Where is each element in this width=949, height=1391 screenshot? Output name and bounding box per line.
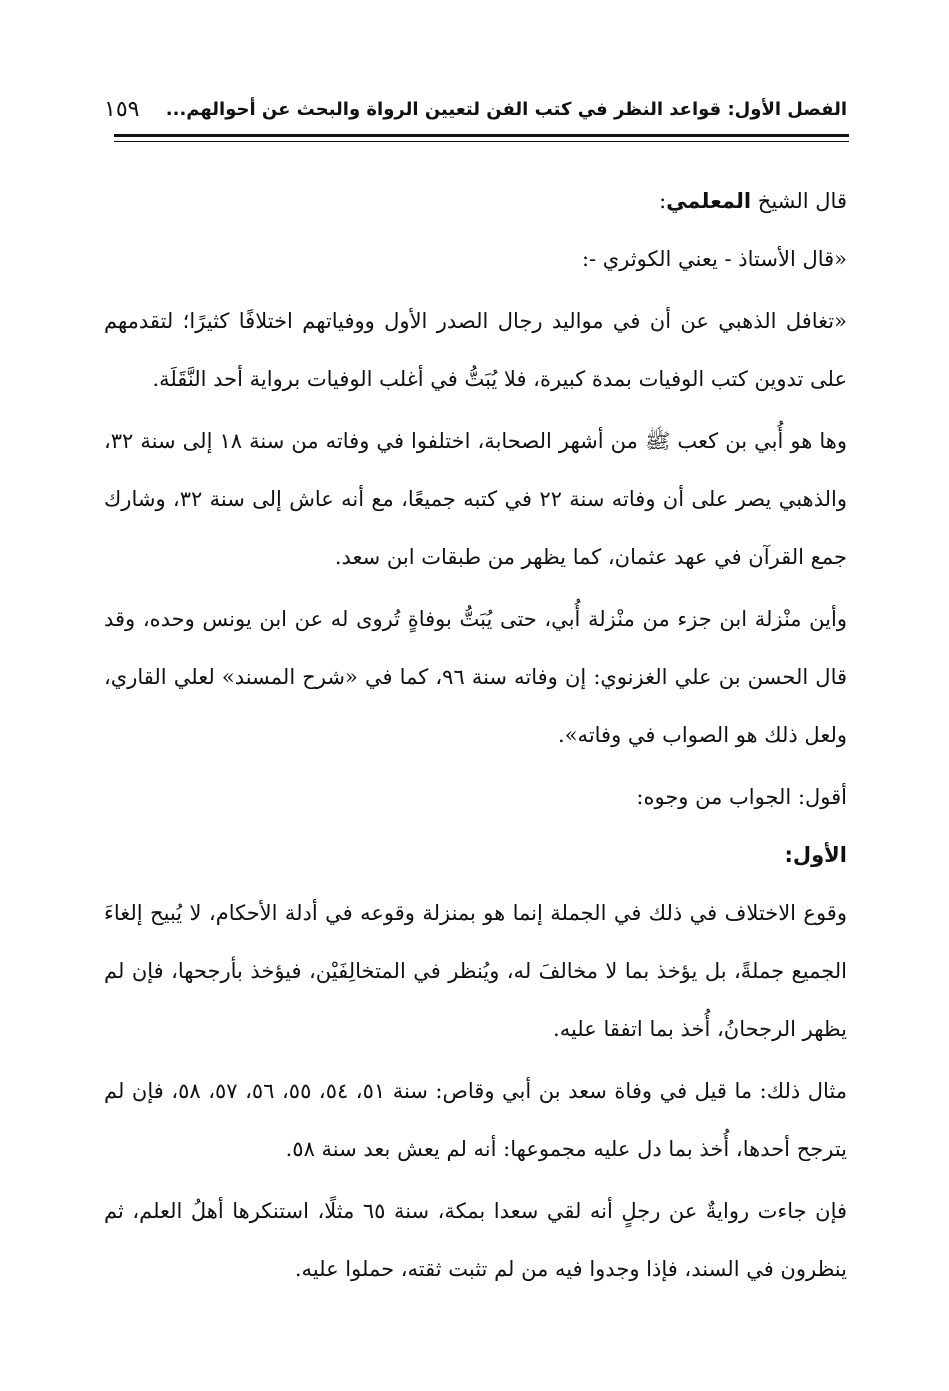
paragraph-quote-3: وأين منْزلة ابن جزء من منْزلة أُبي، حتى يُبَتُّ بوفاةٍ تُروى له عن ابن يونس وحده، وقد قال الحسن بن علي الغزنوي: إن وفاته سنة ٩٦، كما في «شرح المسند» لعلي القاري، ولعل ذلك هو الصواب في وفاته». [104, 607, 848, 747]
header-rule-thin [114, 141, 849, 142]
paragraph-example-2: فإن جاءت روايةٌ عن رجلٍ أنه لقي سعدا بمكة، سنة ٦٥ مثلًا، استنكرها أهلُ العلم، ثم ينظرون في السند، فإذا وجدوا فيه من لم تثبت ثقته، حملوا عليه. [104, 1199, 848, 1281]
header-rule-thick [114, 134, 849, 137]
running-title: الفصل الأول: قواعد النظر في كتب الفن لتعيين الرواة والبحث عن أحوالهم... [165, 98, 847, 120]
paragraph-quote-2: وها هو أُبي بن كعب ﷺ من أشهر الصحابة، اختلفوا في وفاته من سنة ١٨ إلى سنة ٣٢، والذهبي يصر على أن وفاته سنة ٢٢ في كتبه جميعًا، مع أنه عاش إلى سنة ٣٢، وشارك جمع القرآن في عهد عثمان، كما يظهر من طبقات ابن سعد. [104, 429, 848, 569]
paragraph-speaker [104, 172, 847, 230]
paragraph-example: مثال ذلك: ما قيل في وفاة سعد بن أبي وقاص: سنة ٥١، ٥٤، ٥٥، ٥٦، ٥٧، ٥٨، فإن لم يترجح أحدها، أُخذ بما دل عليه مجموعها: أنه لم يعش بعد سنة ٥٨. [104, 1079, 847, 1161]
paragraph-quote-intro: «قال الأستاذ - يعني الكوثري -: [581, 247, 847, 271]
speaker-prefix: قال الشيخ [751, 189, 847, 213]
paragraph-quote-1: «تغافل الذهبي عن أن في مواليد رجال الصدر الأول ووفياتهم اختلافًا كثيرًا؛ لتقدمهم على تدوين كتب الوفيات بمدة كبيرة، فلا يُبَتُّ في أغلب الوفيات برواية أحد النَّقَلَة. [104, 309, 847, 391]
paragraph-answer-intro: أقول: الجواب من وجوه: [636, 785, 847, 809]
page-number: ١٥٩ [104, 96, 140, 122]
speaker-name: المعلمي [666, 189, 752, 213]
running-header [104, 92, 847, 126]
paragraph-answer-1: وقوع الاختلاف في ذلك في الجملة إنما هو بمنزلة وقوعه في أدلة الأحكام، لا يُبيح إلغاءَ الجميع جملةً، بل يؤخذ بما لا مخالفَ له، ويُنظر في المتخالِفَيْن، فيؤخذ بأرجحها، فإن لم يظهر الرجحانُ، أُخذ بما اتفقا عليه. [104, 901, 847, 1041]
section-heading-first: الأول: [784, 843, 847, 867]
speaker-suffix: : [659, 189, 667, 213]
body-text [104, 172, 847, 1302]
